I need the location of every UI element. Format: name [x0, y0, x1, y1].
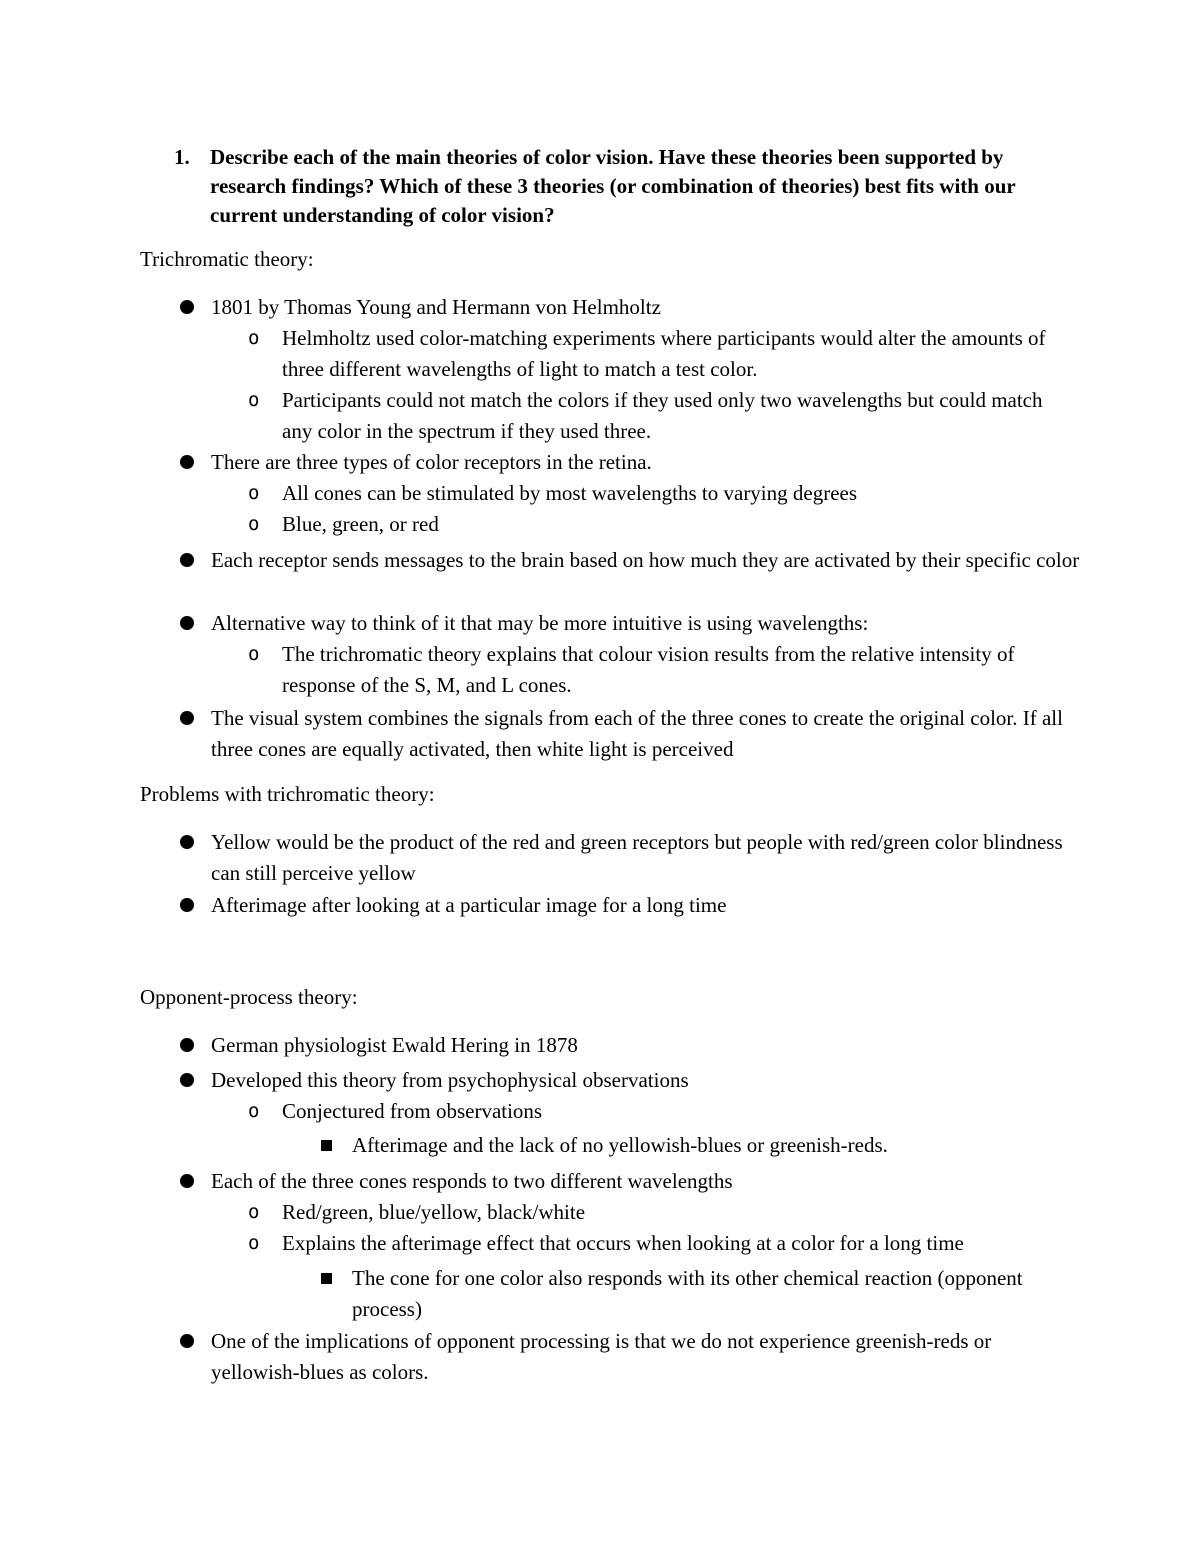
opponent-bullet-4: One of the implications of opponent processing is that we do not experience greenish-reds or yellowish-blues as colors. — [211, 1326, 1081, 1388]
trichromatic-bullet-5: The visual system combines the signals from each of the three cones to create the original color. If all three cones are equally activated, then white light is perceived — [211, 703, 1081, 765]
opponent-bullet-1: German physiologist Ewald Hering in 1878 — [211, 1030, 1081, 1061]
opponent-bullet-2-sub-1-item-1: Afterimage and the lack of no yellowish-blues or greenish-reds. — [352, 1130, 1052, 1161]
trichromatic-bullet-4-sub-1: o The trichromatic theory explains that colour vision results from the relative intensity of response of the S, M, and L cones. — [282, 639, 1072, 701]
question-number: 1. — [174, 145, 190, 169]
trichromatic-bullet-3: Each receptor sends messages to the brain based on how much they are activated by their specific color — [211, 545, 1081, 576]
opponent-bullet-3: Each of the three cones responds to two different wavelengths — [211, 1166, 1081, 1197]
opponent-heading: Opponent-process theory: — [140, 985, 358, 1009]
problems-heading: Problems with trichromatic theory: — [140, 782, 435, 806]
trichromatic-bullet-2-sub-1: o All cones can be stimulated by most wavelengths to varying degrees — [282, 478, 1072, 509]
trichromatic-bullet-2-sub-2: o Blue, green, or red — [282, 509, 1072, 540]
opponent-bullet-3-sub-2-item-1: The cone for one color also responds with its other chemical reaction (opponent process) — [352, 1263, 1052, 1325]
trichromatic-bullet-1-sub-1: o Helmholtz used color-matching experiments where participants would alter the amounts of three different wavelengths of light to match a test color. — [282, 323, 1072, 385]
trichromatic-bullet-1-sub-2: o Participants could not match the colors if they used only two wavelengths but could match any color in the spectrum if they used three. — [282, 385, 1072, 447]
trichromatic-bullet-4: Alternative way to think of it that may be more intuitive is using wavelengths: — [211, 608, 1081, 639]
problems-bullet-1: Yellow would be the product of the red and green receptors but people with red/green color blindness can still perceive yellow — [211, 827, 1081, 889]
opponent-bullet-2-sub-1: o Conjectured from observations — [282, 1096, 1072, 1127]
trichromatic-bullet-2: There are three types of color receptors in the retina. — [211, 447, 1081, 478]
problems-bullet-2: Afterimage after looking at a particular image for a long time — [211, 890, 1081, 921]
opponent-bullet-3-sub-1: o Red/green, blue/yellow, black/white — [282, 1197, 1072, 1228]
question-item — [174, 143, 1054, 230]
opponent-bullet-2: Developed this theory from psychophysical observations — [211, 1065, 1081, 1096]
question-text: Describe each of the main theories of color vision. Have these theories been supported by research findings? Which of these 3 theories (or combination of theories) best fits with our current understanding of color vision? — [210, 145, 1016, 227]
trichromatic-heading: Trichromatic theory: — [140, 247, 314, 271]
opponent-bullet-3-sub-2: o Explains the afterimage effect that occurs when looking at a color for a long time — [282, 1228, 1072, 1259]
trichromatic-bullet-1: 1801 by Thomas Young and Hermann von Helmholtz — [211, 292, 1081, 323]
